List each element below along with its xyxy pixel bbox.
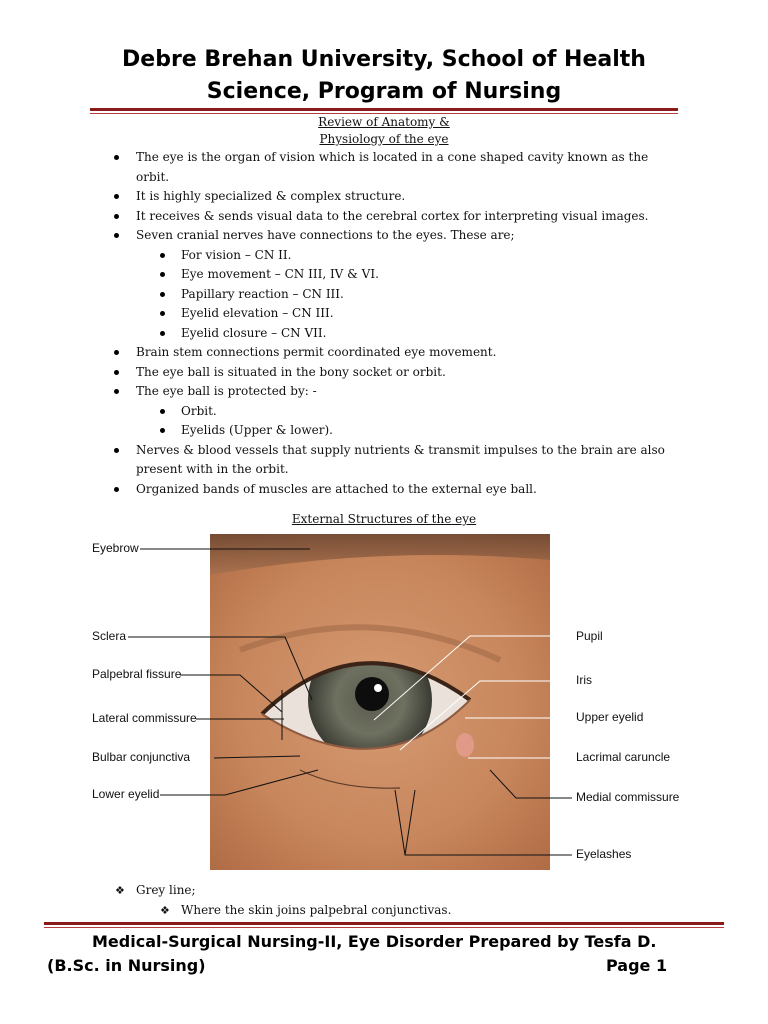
sub-list-item: ❖ Where the skin joins palpebral conjunctivas. (0, 901, 768, 921)
label-eyebrow: Eyebrow (92, 541, 139, 555)
figure-caption: External Structures of the eye (291, 512, 477, 526)
title-line-2: Science, Program of Nursing (206, 79, 562, 104)
sub-list-item: Orbit. (0, 402, 768, 422)
sub-list-item: Eyelid closure – CN VII. (0, 324, 768, 344)
diamond-bullet-icon: ❖ (160, 903, 170, 917)
list-item: Nerves & blood vessels that supply nutrients & transmit impulses to the brain are also (0, 441, 768, 461)
list-item: Brain stem connections permit coordinated eye movement. (0, 343, 768, 363)
label-iris: Iris (576, 673, 592, 687)
label-lacrimal-caruncle: Lacrimal caruncle (576, 750, 671, 764)
footer-rule-thin (44, 927, 724, 928)
list-item: The eye ball is situated in the bony socket or orbit. (0, 363, 768, 383)
label-bulbar-conjunctiva: Bulbar conjunctiva (92, 750, 191, 764)
notes (0, 881, 768, 920)
list-item: Organized bands of muscles are attached to the external eye ball. (0, 480, 768, 500)
label-eyelashes: Eyelashes (576, 847, 632, 861)
list-item: The eye ball is protected by: - (0, 382, 768, 402)
diamond-bullet-icon: ❖ (115, 884, 125, 897)
sub-list-item: Eyelids (Upper & lower). (0, 421, 768, 441)
list-item: Seven cranial nerves have connections to the eyes. These are; (0, 226, 768, 246)
title-line-1: Debre Brehan University, School of Health (122, 47, 646, 72)
sub-list-item: Eyelid elevation – CN III. (0, 304, 768, 324)
page-number: Page 1 (606, 956, 668, 975)
label-sclera: Sclera (92, 629, 127, 643)
list-item: It receives & sends visual data to the cerebral cortex for interpreting visual images. (0, 207, 768, 227)
list-item: The eye is the organ of vision which is located in a cone shaped cavity known as the (0, 148, 768, 168)
footer-line-2-left: (B.Sc. in Nursing) (47, 956, 206, 975)
sub-list-item: For vision – CN II. (0, 246, 768, 266)
label-lateral-commissure: Lateral commissure (92, 711, 197, 725)
list-item: ❖ Grey line; (0, 881, 768, 901)
sub-list-item: Papillary reaction – CN III. (0, 285, 768, 305)
label-lower-eyelid: Lower eyelid (92, 787, 160, 801)
label-pupil: Pupil (576, 629, 603, 643)
footer-rule (44, 922, 724, 925)
list-item: present with in the orbit. (136, 462, 289, 476)
pupil-shape (355, 677, 389, 711)
label-medial-commissure: Medial commissure (576, 790, 680, 804)
list-item: It is highly specialized & complex structure. (0, 187, 768, 207)
list-item: orbit. (136, 169, 170, 184)
label-upper-eyelid: Upper eyelid (576, 710, 644, 724)
footer-line-1: Medical-Surgical Nursing-II, Eye Disorder Prepared by Tesfa D. (92, 932, 657, 951)
section-heading-line-1: Review of Anatomy & (318, 115, 450, 129)
section-heading-line-2: Physiology of the eye (319, 132, 449, 146)
caruncle-shape (456, 733, 474, 757)
label-palpebral-fissure: Palpebral fissure (92, 667, 182, 681)
sub-list-item: Eye movement – CN III, IV & VI. (0, 265, 768, 285)
